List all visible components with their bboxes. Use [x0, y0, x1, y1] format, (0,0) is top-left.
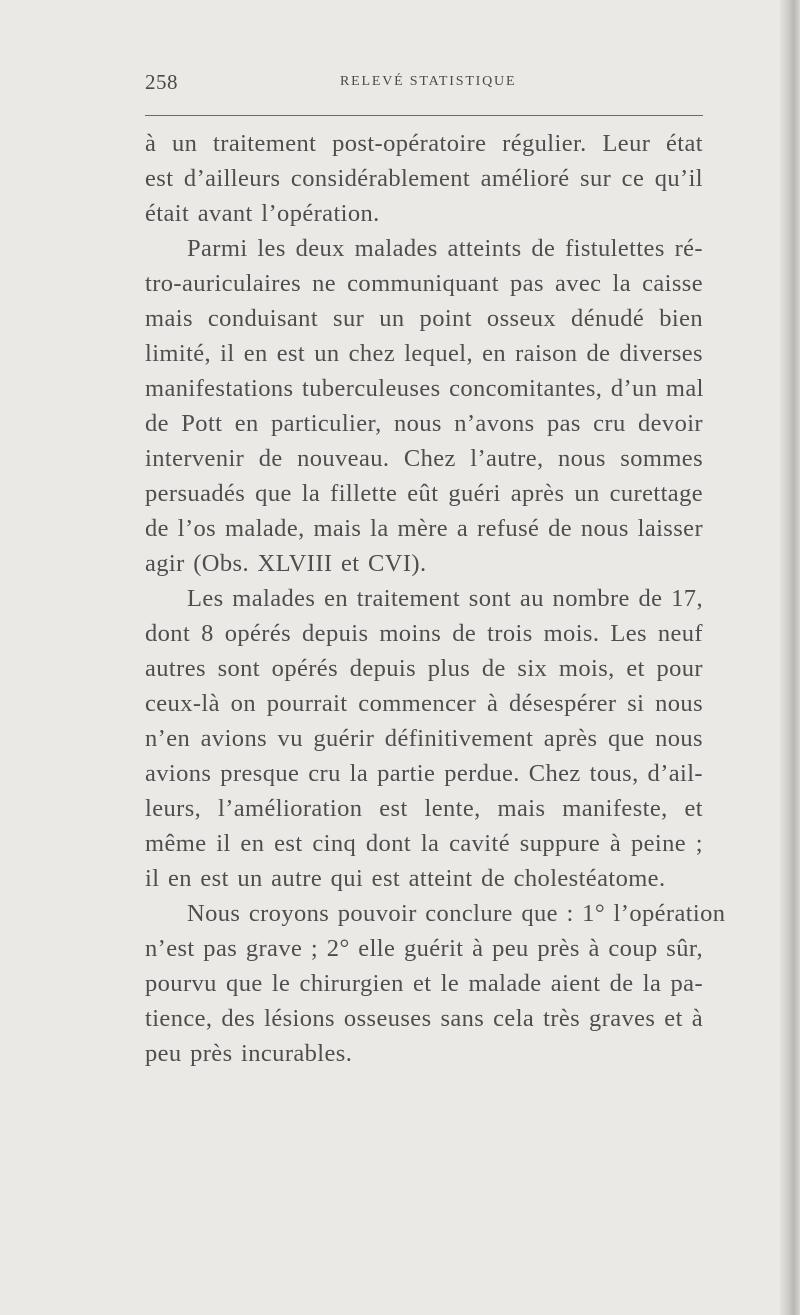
text-line: manifestations tuberculeuses concomitantes, d’un mal [145, 375, 704, 402]
text-line: intervenir de nouveau. Chez l’autre, nous sommes [145, 445, 703, 472]
page-header [145, 70, 705, 100]
text-line: mais conduisant sur un point osseux dénudé bien [145, 305, 703, 332]
page-edge-shadow [780, 0, 800, 1315]
text-line: tience, des lésions osseuses sans cela très graves et à [145, 1005, 703, 1032]
page-number: 258 [145, 70, 178, 94]
text-line: de Pott en particulier, nous n’avons pas cru devoir [145, 410, 703, 437]
text-line: Nous croyons pouvoir conclure que : 1° l’opération [187, 900, 726, 927]
text-line: Parmi les deux malades atteints de fistulettes ré- [187, 235, 703, 262]
text-line: tro-auriculaires ne communiquant pas avec la caisse [145, 270, 703, 297]
text-line: limité, il en est un chez lequel, en raison de diverses [145, 340, 703, 367]
running-head: RELEVÉ STATISTIQUE [340, 74, 517, 89]
text-line: n’est pas grave ; 2° elle guérit à peu près à coup sûr, [145, 935, 703, 962]
text-line: ceux-là on pourrait commencer à désespérer si nous [145, 690, 703, 717]
text-line: avions presque cru la partie perdue. Chez tous, d’ail- [145, 760, 703, 787]
text-line: Les malades en traitement sont au nombre de 17, [187, 585, 703, 612]
body-text [145, 126, 726, 1071]
text-line: il en est un autre qui est atteint de cholestéatome. [145, 865, 666, 892]
text-line: autres sont opérés depuis plus de six mois, et pour [145, 655, 703, 682]
text-line: dont 8 opérés depuis moins de trois mois. Les neuf [145, 620, 703, 647]
text-line: leurs, l’amélioration est lente, mais manifeste, et [145, 795, 703, 822]
text-line: à un traitement post-opératoire régulier. Leur état [145, 130, 703, 157]
text-line: est d’ailleurs considérablement amélioré sur ce qu’il [145, 165, 703, 192]
text-line: persuadés que la fillette eût guéri après un curettage [145, 480, 703, 507]
text-line: n’en avions vu guérir définitivement après que nous [145, 725, 703, 752]
text-line: pourvu que le chirurgien et le malade aient de la pa- [145, 970, 703, 997]
text-line: même il en est cinq dont la cavité suppure à peine ; [145, 830, 703, 857]
text-line: de l’os malade, mais la mère a refusé de nous laisser [145, 515, 703, 542]
text-line: peu près incurables. [145, 1040, 353, 1067]
text-line: était avant l’opération. [145, 200, 380, 227]
text-line: agir (Obs. XLVIII et CVI). [145, 550, 427, 577]
header-rule [145, 115, 703, 116]
